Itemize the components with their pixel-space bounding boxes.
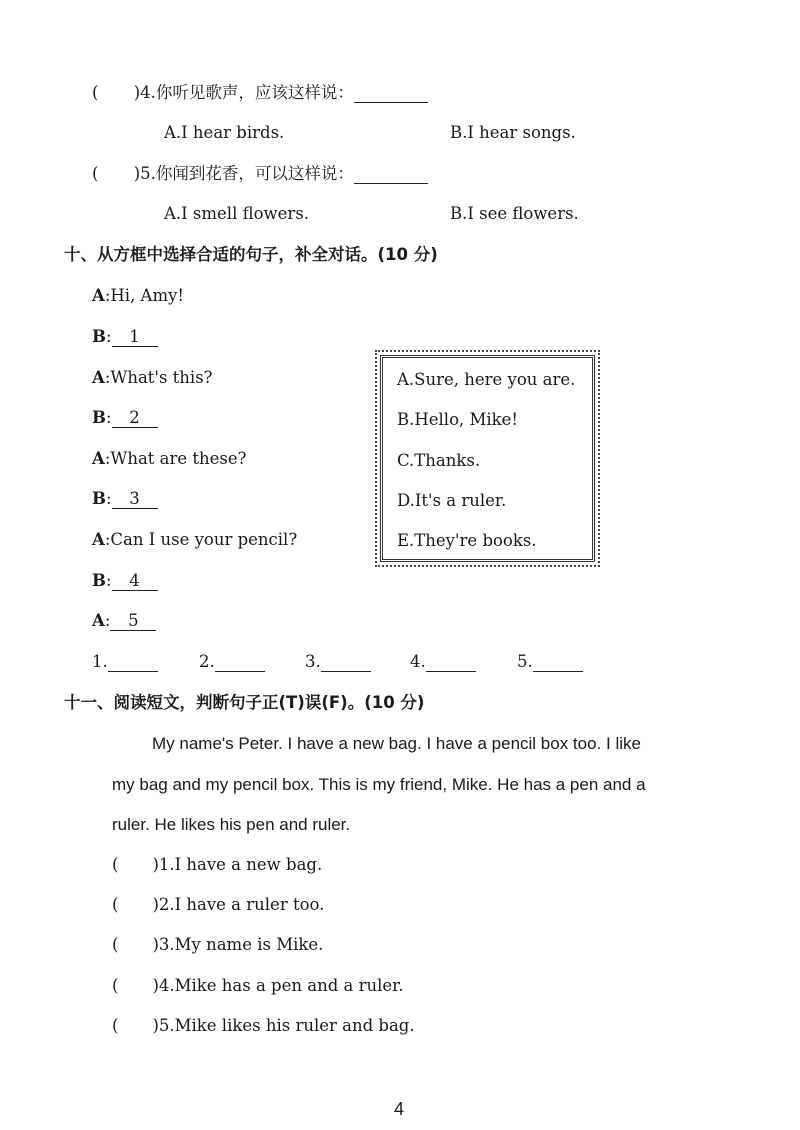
options-box xyxy=(380,355,595,562)
statement-text: 3.My name is Mike. xyxy=(158,935,324,954)
question-9-5-option-a: A.I smell flowers. xyxy=(164,204,310,223)
statement-2 xyxy=(112,897,324,914)
answer-slot-1 xyxy=(92,654,158,672)
question-prompt: 5.你闻到花香，可以这样说： xyxy=(140,164,354,183)
slot-blank[interactable] xyxy=(108,654,158,672)
slot-blank[interactable] xyxy=(215,654,265,672)
answer-blank[interactable] xyxy=(354,85,428,103)
answer-slot-2 xyxy=(199,654,265,672)
dialogue-text: What are these? xyxy=(110,449,247,468)
speaker-colon: : xyxy=(104,530,111,549)
section-11-title: 十一、阅读短文，判断句子正(T)误(F)。(10 分) xyxy=(64,693,425,712)
statement-text: 4.Mike has a pen and a ruler. xyxy=(158,976,404,995)
answer-paren-open: ( xyxy=(92,164,99,183)
dialogue-line-6 xyxy=(92,491,158,509)
slot-label: 3. xyxy=(305,652,321,671)
slot-label: 4. xyxy=(410,652,426,671)
answer-paren-open: ( xyxy=(112,976,119,995)
speaker-colon: : xyxy=(105,489,112,508)
speaker-label: B xyxy=(92,408,106,427)
statement-3 xyxy=(112,937,323,954)
answer-paren-open: ( xyxy=(112,855,119,874)
option-b: B.Hello, Mike! xyxy=(397,410,519,429)
question-9-4 xyxy=(92,85,428,103)
answer-slot-5 xyxy=(517,654,583,672)
page-number: 4 xyxy=(394,1099,405,1119)
speaker-label: B xyxy=(92,489,106,508)
speaker-label: A xyxy=(92,449,105,468)
statement-text: 2.I have a ruler too. xyxy=(158,895,325,914)
slot-label: 5. xyxy=(517,652,533,671)
dialogue-line-9 xyxy=(92,613,156,631)
answer-paren-close: ) xyxy=(133,83,141,102)
slot-label: 2. xyxy=(199,652,215,671)
answer-slot-4 xyxy=(410,654,476,672)
statement-text: 5.Mike likes his ruler and bag. xyxy=(158,1016,415,1035)
answer-paren-close: ) xyxy=(152,935,159,954)
answer-blank-3[interactable]: 3 xyxy=(112,491,158,509)
answer-paren-close: ) xyxy=(152,1016,159,1035)
option-c: C.Thanks. xyxy=(397,451,481,470)
option-d: D.It's a ruler. xyxy=(397,491,507,510)
speaker-colon: : xyxy=(105,571,112,590)
answer-paren-close: ) xyxy=(152,855,159,874)
passage-line-3: ruler. He likes his pen and ruler. xyxy=(112,815,351,834)
slot-label: 1. xyxy=(92,652,108,671)
option-a: A.Sure, here you are. xyxy=(397,370,576,389)
slot-blank[interactable] xyxy=(321,654,371,672)
dialogue-line-8 xyxy=(92,573,158,591)
question-prompt: 4.你听见歌声，应该这样说： xyxy=(140,83,354,102)
statement-1 xyxy=(112,857,322,874)
answer-blank-4[interactable]: 4 xyxy=(112,573,158,591)
dialogue-text: What's this? xyxy=(110,368,213,387)
dialogue-line-3 xyxy=(92,370,213,387)
speaker-colon: : xyxy=(105,408,112,427)
speaker-label: B xyxy=(92,327,106,346)
question-9-5 xyxy=(92,166,428,184)
passage-line-2: my bag and my pencil box. This is my friend, Mike. He has a pen and a xyxy=(112,775,646,794)
statement-4 xyxy=(112,978,403,995)
speaker-colon: : xyxy=(104,286,111,305)
speaker-colon: : xyxy=(104,611,111,630)
speaker-colon: : xyxy=(105,327,112,346)
answer-paren-open: ( xyxy=(112,935,119,954)
answer-paren-open: ( xyxy=(92,83,99,102)
answer-blank-1[interactable]: 1 xyxy=(112,329,158,347)
statement-5 xyxy=(112,1018,415,1035)
speaker-label: A xyxy=(92,286,105,305)
speaker-label: A xyxy=(92,611,105,630)
dialogue-line-5 xyxy=(92,451,247,468)
answer-paren-close: ) xyxy=(152,895,159,914)
answer-blank-2[interactable]: 2 xyxy=(112,410,158,428)
answer-paren-close: ) xyxy=(133,164,141,183)
dialogue-line-7 xyxy=(92,532,297,549)
answer-slot-3 xyxy=(305,654,371,672)
section-10-title: 十、从方框中选择合适的句子，补全对话。(10 分) xyxy=(64,245,438,264)
dialogue-text: Can I use your pencil? xyxy=(110,530,298,549)
speaker-label: A xyxy=(92,530,105,549)
answer-paren-close: ) xyxy=(152,976,159,995)
speaker-label: A xyxy=(92,368,105,387)
answer-paren-open: ( xyxy=(112,895,119,914)
statement-text: 1.I have a new bag. xyxy=(158,855,323,874)
passage-line-1: My name's Peter. I have a new bag. I have a pencil box too. I like xyxy=(152,734,641,753)
question-9-4-option-b: B.I hear songs. xyxy=(450,123,576,142)
dialogue-line-2 xyxy=(92,329,158,347)
slot-blank[interactable] xyxy=(426,654,476,672)
speaker-label: B xyxy=(92,571,106,590)
dialogue-line-4 xyxy=(92,410,158,428)
question-9-4-option-a: A.I hear birds. xyxy=(164,123,285,142)
dialogue-text: Hi, Amy! xyxy=(110,286,185,305)
slot-blank[interactable] xyxy=(533,654,583,672)
speaker-colon: : xyxy=(104,449,111,468)
answer-blank-5[interactable]: 5 xyxy=(110,613,156,631)
answer-blank[interactable] xyxy=(354,166,428,184)
option-e: E.They're books. xyxy=(397,531,537,550)
question-9-5-option-b: B.I see flowers. xyxy=(450,204,579,223)
dialogue-line-1 xyxy=(92,288,184,305)
speaker-colon: : xyxy=(104,368,111,387)
answer-paren-open: ( xyxy=(112,1016,119,1035)
